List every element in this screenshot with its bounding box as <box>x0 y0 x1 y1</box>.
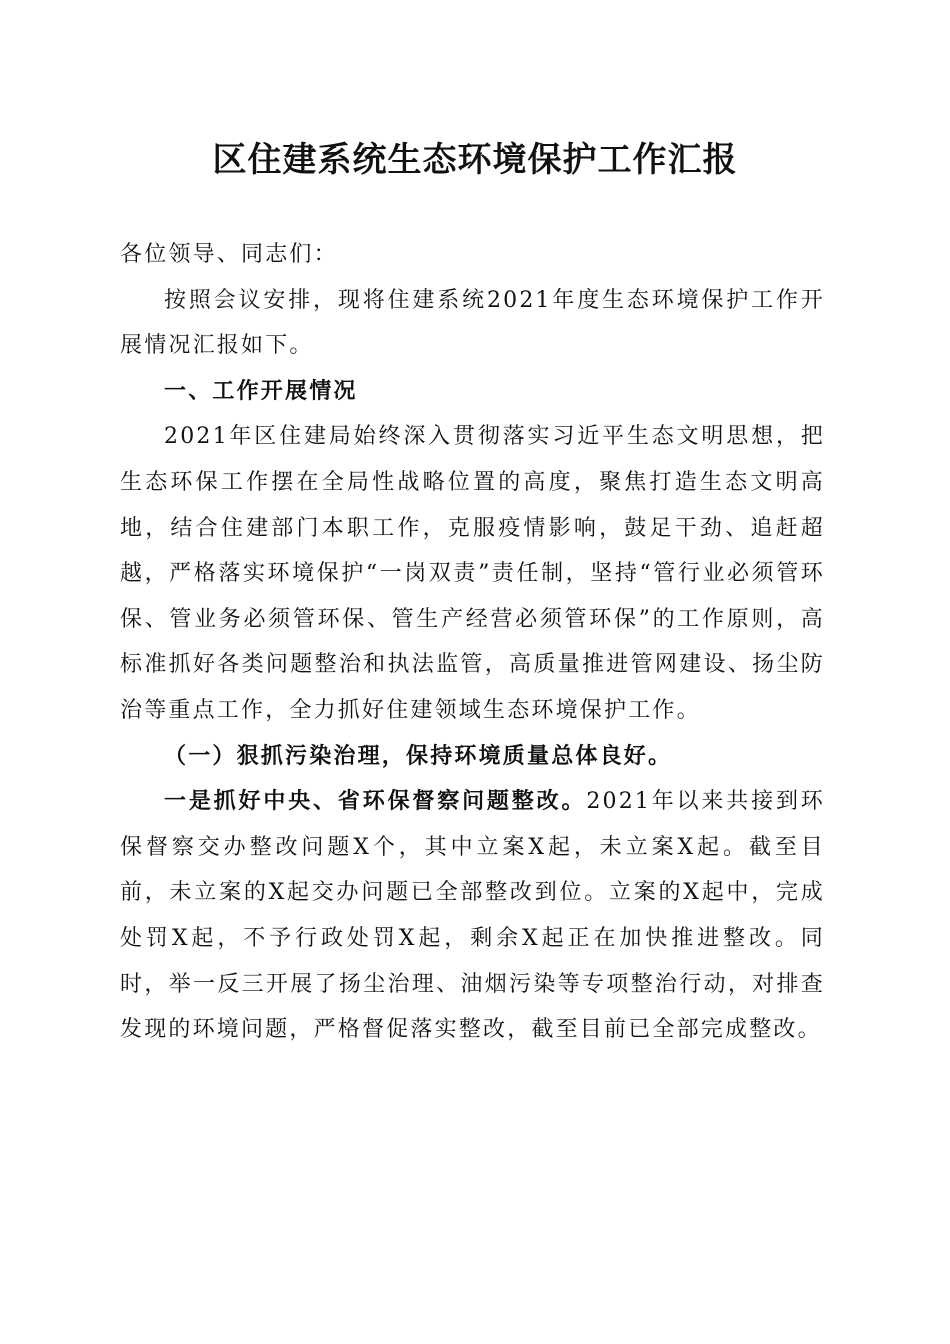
document-body <box>120 232 825 1053</box>
section-paragraph: 2021年区住建局始终深入贯彻落实习近平生态文明思想，把生态环保工作摆在全局性战略位置的高度，聚焦打造生态文明高地，结合住建部门本职工作，克服疫情影响，鼓足干劲、追赶超越，严格落实环境保护“一岗双责”责任制，坚持“管行业必须管环保、管业务必须管环保、管生产经营必须管环保”的工作原则，高标准抓好各类问题整治和执法监管，高质量推进管网建设、扬尘防治等重点工作，全力抓好住建领域生态环境保护工作。 <box>120 424 825 723</box>
document-title: 区住建系统生态环境保护工作汇报 <box>212 140 738 180</box>
item-body: 2021年以来共接到环保督察交办整改问题X个，其中立案X起，未立案X起。截至目前，未立案的X起交办问题已全部整改到位。立案的X起中，完成处罚X起，不予行政处罚X起，剩余X起正在加快推进整改。同时，举一反三开展了扬尘治理、油烟污染等专项整治行动，对排查发现的环境问题，严格督促落实整改，截至目前已全部完成整改。 <box>120 789 825 1043</box>
item-lead: 一是抓好中央、省环保督察问题整改。 <box>164 788 587 815</box>
section-heading: 一、工作开展情况 <box>164 378 358 404</box>
item-paragraph <box>120 779 825 1053</box>
intro-paragraph: 按照会议安排，现将住建系统2021年度生态环境保护工作开展情况汇报如下。 <box>120 287 825 359</box>
salutation: 各位领导、同志们： <box>120 242 338 267</box>
subsection-heading: （一）狠抓污染治理，保持环境质量总体良好。 <box>164 742 673 769</box>
